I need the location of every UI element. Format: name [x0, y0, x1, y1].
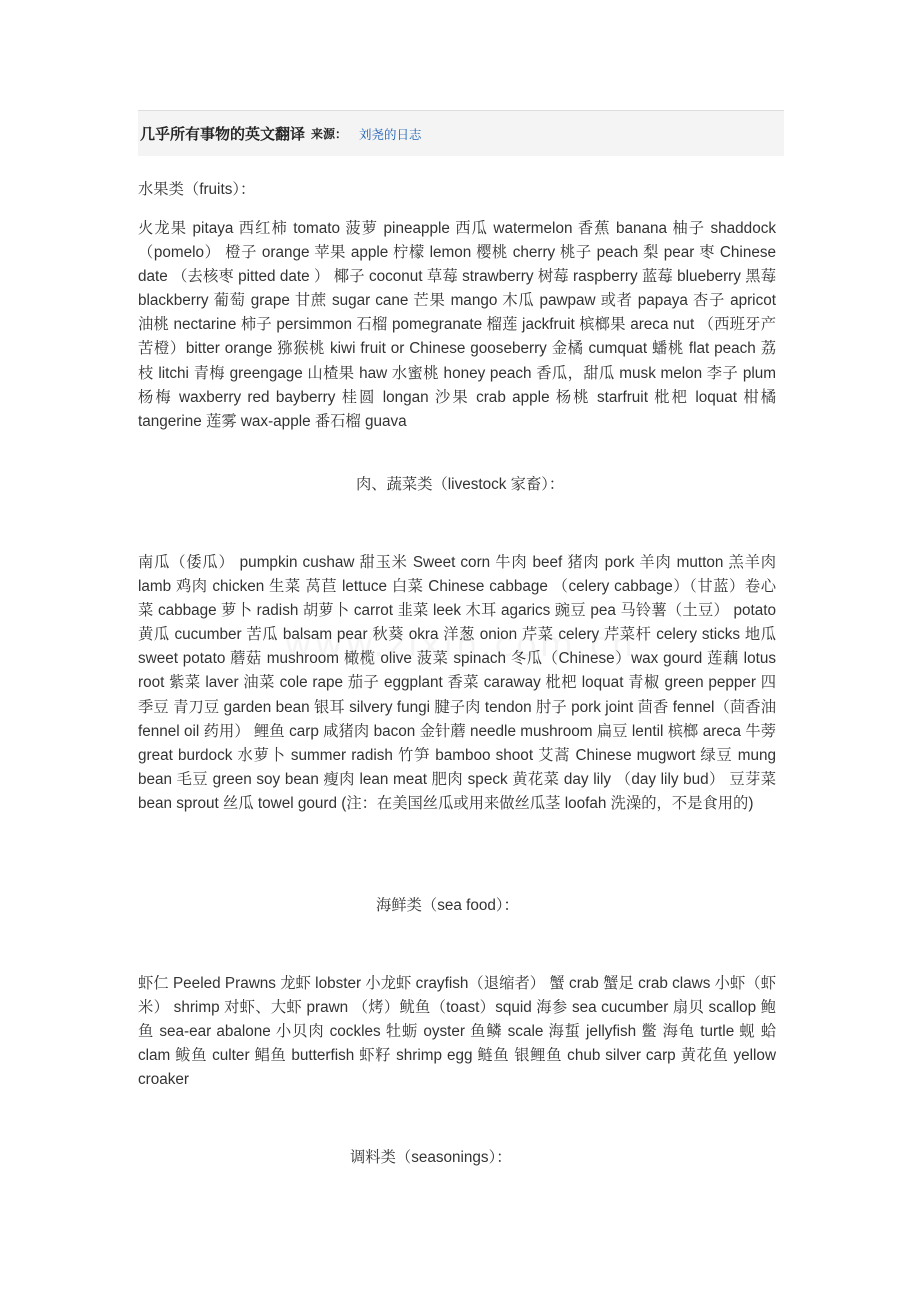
source-label: 来源： [311, 127, 348, 141]
section-heading-seasonings: 调料类（seasonings）： [350, 1149, 512, 1166]
section-heading-seafood: 海鲜类（sea food）： [376, 897, 519, 914]
article-title-bar [138, 110, 784, 156]
source-link[interactable]: 刘尧的日志 [359, 126, 422, 142]
section-body-fruits: 火龙果 pitaya 西红柿 tomato 菠萝 pineapple 西瓜 watermelon 香蕉 banana 柚子 shaddock （pomelo） 橙子 orange 苹果 apple 柠檬 lemon 樱桃 cherry 桃子 peach 梨 pear 枣 Chinese date （去核枣 pitted date ） 椰子 coconut 草莓 strawberry 树莓 raspberry 蓝莓 blueberry 黑莓 blackberry 葡萄 grape 甘蔗 sugar cane 芒果 mango 木瓜 pawpaw 或者 papaya 杏子 apricot 油桃 nectarine 柿子 persimmon 石榴 pomegranate 榴莲 jackfruit 槟榔果 areca nut （西班牙产苦橙）bitter orange 猕猴桃 kiwi fruit or Chinese gooseberry 金橘 cumquat 蟠桃 flat peach 荔枝 litchi 青梅 greengage 山楂果 haw 水蜜桃 honey peach 香瓜，甜瓜 musk melon 李子 plum 杨梅 waxberry red bayberry 桂圆 longan 沙果 crab apple 杨桃 starfruit 枇杷 loquat 柑橘 tangerine 莲雾 wax-apple 番石榴 guava [138, 220, 776, 430]
section-heading-fruits: 水果类（fruits）： [138, 181, 256, 198]
section-body-seafood: 虾仁 Peeled Prawns 龙虾 lobster 小龙虾 crayfish（退缩者） 蟹 crab 蟹足 crab claws 小虾（虾米） shrimp 对虾、大虾 prawn （烤）鱿鱼（toast）squid 海参 sea cucumber 扇贝 scallop 鲍鱼 sea-ear abalone 小贝肉 cockles 牡蛎 oyster 鱼鳞 scale 海蜇 jellyfish 鳖 海龟 turtle 蚬 蛤 clam 鲅鱼 culter 鲳鱼 butterfish 虾籽 shrimp egg 鲢鱼 银鲤鱼 chub silver carp 黄花鱼 yellow croaker [138, 975, 776, 1089]
article-title: 几乎所有事物的英文翻译 [140, 125, 306, 143]
section-body-livestock: 南瓜（倭瓜） pumpkin cushaw 甜玉米 Sweet corn 牛肉 beef 猪肉 pork 羊肉 mutton 羔羊肉 lamb 鸡肉 chicken 生菜 莴苣 lettuce 白菜 Chinese cabbage （celery cabbage）（甘蓝）卷心菜 cabbage 萝卜 radish 胡萝卜 carrot 韭菜 leek 木耳 agarics 豌豆 pea 马铃薯（土豆） potato 黄瓜 cucumber 苦瓜 balsam pear 秋葵 okra 洋葱 onion 芹菜 celery 芹菜杆 celery sticks 地瓜 sweet potato 蘑菇 mushroom 橄榄 olive 菠菜 spinach 冬瓜（Chinese）wax gourd 莲藕 lotus root 紫菜 laver 油菜 cole rape 茄子 eggplant 香菜 caraway 枇杷 loquat 青椒 green pepper 四季豆 青刀豆 garden bean 银耳 silvery fungi 腱子肉 tendon 肘子 pork joint 茴香 fennel（茴香油 fennel oil 药用） 鲤鱼 carp 咸猪肉 bacon 金针蘑 needle mushroom 扁豆 lentil 槟榔 areca 牛蒡 great burdock 水萝卜 summer radish 竹笋 bamboo shoot 艾蒿 Chinese mugwort 绿豆 mung bean 毛豆 green soy bean 瘦肉 lean meat 肥肉 speck 黄花菜 day lily （day lily bud） 豆芽菜 bean sprout 丝瓜 towel gourd (注：在美国丝瓜或用来做丝瓜茎 loofah 洗澡的，不是食用的) [138, 554, 776, 812]
section-heading-livestock: 肉、蔬菜类（livestock 家畜）： [356, 476, 565, 493]
